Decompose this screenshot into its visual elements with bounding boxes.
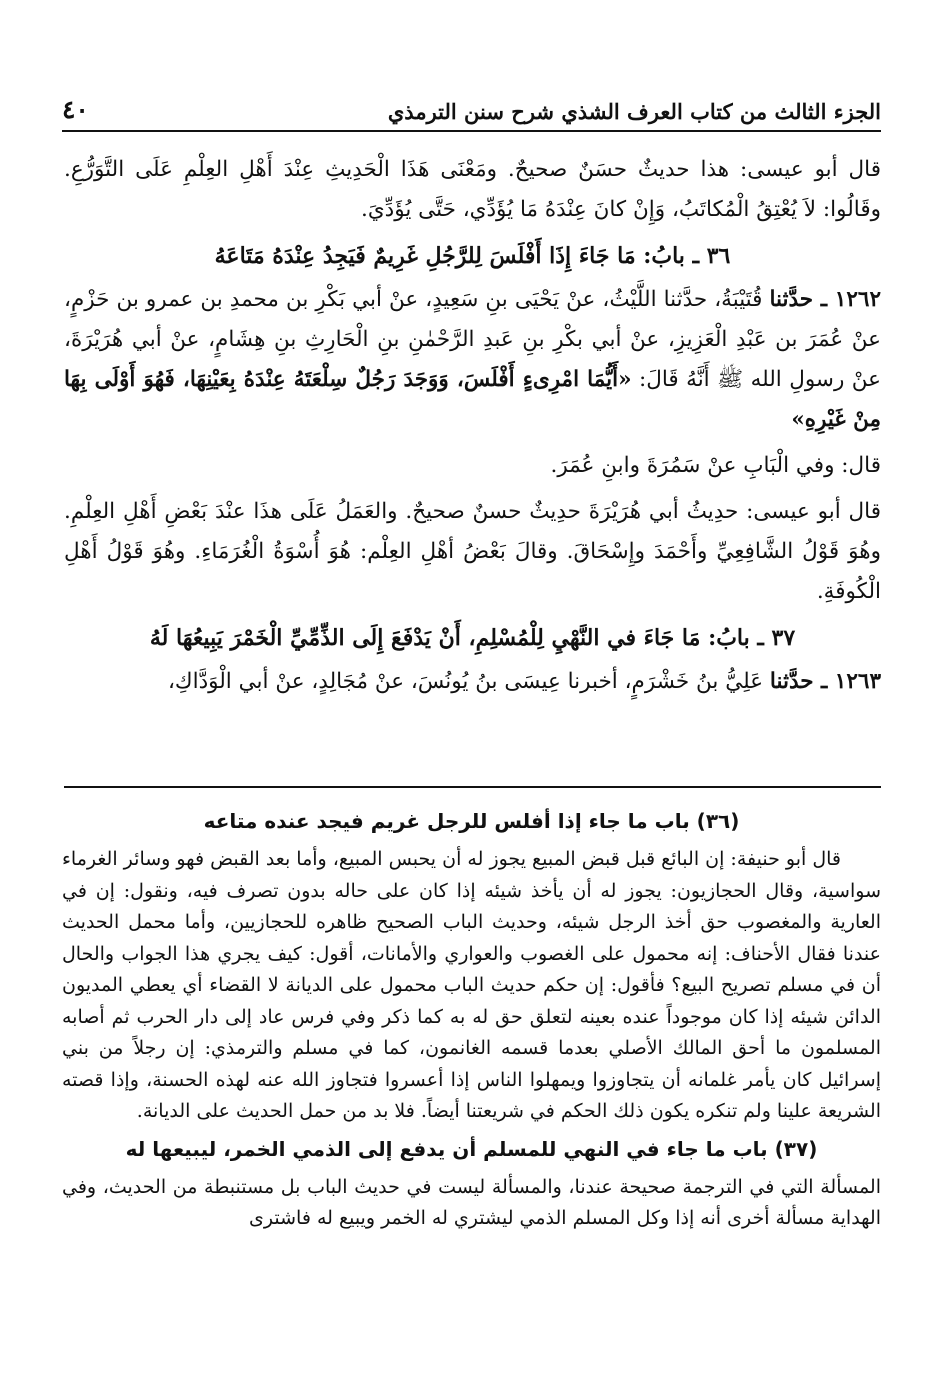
commentary-title-36: (٣٦) باب ما جاء إذا أفلس للرجل غريم فيجد عنده متاعه	[203, 809, 740, 833]
hadith-isnad-1262: قُتَيْبَةُ، حدَّثنا اللَّيْثُ، عنْ يَحْيَى بنِ سَعِيدٍ، عنْ أبي بَكْرِ بن محمدِ بن عمرو بن حَزْمٍ، عنْ عُمَرَ بن عَبْدِ الْعَزِيزِ، عنْ أبي بكْرِ بنِ عَبدِ الرَّحْمٰنِ بنِ الْحَارِثِ بنِ هِشَامٍ، عنْ أبي هُرَيْرَةَ، عنْ رسولِ الله ﷺ أَنَّهُ قَالَ:	[64, 287, 881, 392]
hadith-matn-1262: «أَيُّمَا امْرِىءٍ أَفْلَسَ، وَوَجَدَ رَجُلٌ سِلْعَتَهُ عِنْدَهُ بِعَيْنِهَا، فَهُوَ أَوْلَى بِهَا مِنْ غَيْرِهِ»	[64, 367, 881, 432]
commentary-body-37: المسألة التي في الترجمة صحيحة عندنا، والمسألة ليست في حديث الباب بل مستنبطة من الحديث، وفي الهداية مسألة أخرى أنه إذا وكل المسلم الذمي ليشتري له الخمر ويبيع له فاشترى	[62, 1175, 881, 1229]
page-header	[62, 84, 881, 132]
footnote-divider	[64, 786, 881, 788]
chapter-heading-37: ٣٧ ـ بابُ: مَا جَاءَ في النَّهْيِ لِلْمُسْلِمِ، أَنْ يَدْفَعَ إِلَى الذِّمِّيِّ الْخَمْرَ يَبِيعُهَا لَهُ	[149, 625, 796, 651]
main-text	[64, 150, 881, 708]
commentary-title-37: (٣٧) باب ما جاء في النهي للمسلم أن يدفع إلى الذمي الخمر، ليبيعها له	[125, 1136, 818, 1161]
paragraph-abu-isa-2: قال أبو عيسى: حدِيثُ أبي هُرَيْرَةَ حدِيثٌ حسنٌ صحيحٌ. والعَمَلُ عَلَى هذَا عنْدَ بَعْضِ أَهْلِ العِلْمِ. وهُوَ قَوْلُ الشَّافِعِيِّ وأَحْمَدَ وإِسْحَاقَ. وقالَ بَعْضُ أهْلِ العِلْم: هُوَ أُسْوَةُ الْغُرَمَاءِ. وهُوَ قَوْلُ أَهْلِ الْكُوفَةِ.	[64, 499, 881, 604]
page-number: ٤٠	[62, 95, 89, 124]
paragraph-abu-isa-1: قال أبو عيسى: هذا حديثٌ حسَنٌ صحيحٌ. ومَعْنَى هَذَا الْحَدِيثِ عِنْدَ أَهْلِ العِلْمِ عَلَى التَّوَرُّعِ. وقَالُوا: لاَ يُعْتِقُ الْمُكاتَبُ، وَإِنْ كانَ عِنْدَهُ مَا يُؤَدِّي، حَتَّى يُؤَدِّيَ.	[64, 157, 881, 222]
hadith-1263	[64, 662, 881, 702]
hadith-number-1263: ١٢٦٣ ـ حدَّثنا	[769, 669, 881, 694]
hadith-1262	[64, 280, 881, 440]
paragraph-bab: قال: وفي الْبَابِ عنْ سَمُرَةَ وابنِ عُمَرَ.	[550, 453, 881, 478]
commentary-section	[62, 800, 881, 1235]
hadith-number-1262: ١٢٦٢ ـ حدَّثنا	[769, 287, 881, 312]
hadith-isnad-1263: عَلِيُّ بنُ خَشْرَمٍ، أخبرنا عِيسَى بنُ يُونُسَ، عنْ مُجَالِدٍ، عنْ أبي الْوَدَّاكِ،	[167, 669, 770, 694]
chapter-heading-36: ٣٦ ـ بابُ: مَا جَاءَ إِذَا أَفْلَسَ لِلرَّجُلِ غَرِيمٌ فَيَجِدُ عِنْدَهُ مَتَاعَهُ	[214, 243, 731, 269]
running-title: الجزء الثالث من كتاب العرف الشذي شرح سنن الترمذي	[387, 99, 881, 124]
commentary-body-36: قال أبو حنيفة: إن البائع قبل قبض المبيع يجوز له أن يحبس المبيع، وأما بعد القبض فهو وسائر الغرماء سواسية، وقال الحجازيون: يجوز له أن يأخذ شيئه إذا كان على حاله بدون تصرف فيه، ونقول: إن في العارية والمغصوب حق أخذ الرجل شيئه، وحديث الباب الصحيح ظاهره للحجازيين، وأما محمل الحديث عندنا فقال الأحناف: إنه محمول على الغصوب والعواري والأمانات، أقول: كيف يجري هذا الجواب والحال أن في مسلم تصريح البيع؟ فأقول: إن حكم حديث الباب محمول على الديانة لا القضاء أي يعطي المديون الدائن شيئه إذا كان موجوداً عنده بعينه لتعلق حق له به كما ذكر وفي فرس عاد إلى دار الحرب ثم أصابه المسلمون ما أحق المالك الأصلي بعدما قسمه الغانمون، كما في مسلم والترمذي: إن رجلاً من بني إسرائيل كان يأمر غلمانه أن يتجاوزوا ويمهلوا الناس إذا أعسروا فتجاوز الله عنه لهذه الحسنة، وإذا قصته الشريعة علينا ولم تنكره يكون ذلك الحكم في شريعتنا أيضاً. فلا بد من حمل الحديث على الديانة.	[62, 848, 881, 1122]
